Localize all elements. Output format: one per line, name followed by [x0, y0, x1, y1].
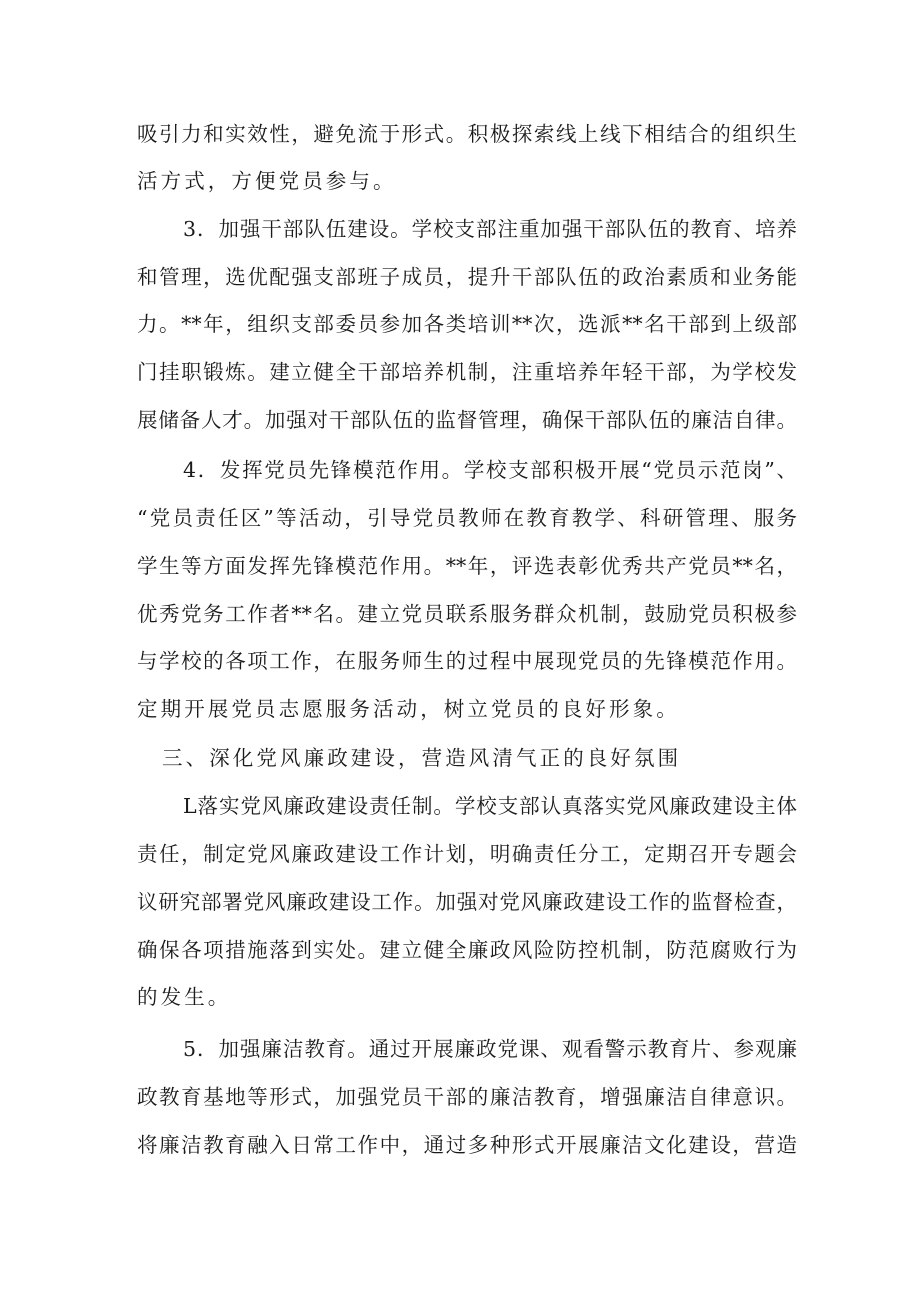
section-heading: 三、深化党风廉政建设，营造风清气正的良好氛围	[162, 746, 682, 770]
paragraph-line: 4．发挥党员先锋模范作用。学校支部积极开展“党员示范岗”、	[183, 458, 797, 482]
paragraph-line: 和管理，选优配强支部班子成员，提升干部队伍的政治素质和业务能	[137, 265, 797, 289]
paragraph-line: 吸引力和实效性，避免流于形式。积极探索线上线下相结合的组织生	[137, 122, 797, 146]
paragraph-line: 学生等方面发挥先锋模范作用。**年，评选表彰优秀共产党员**名，	[137, 554, 797, 578]
paragraph-line: 力。**年，组织支部委员参加各类培训**次，选派**名干部到上级部	[137, 312, 797, 336]
paragraph-line: 将廉洁教育融入日常工作中，通过多种形式开展廉洁文化建设，营造	[137, 1133, 797, 1157]
paragraph-line: 活方式，方便党员参与。	[137, 169, 397, 193]
paragraph-line: 政教育基地等形式，加强党员干部的廉洁教育，增强廉洁自律意识。	[137, 1085, 797, 1109]
paragraph-line: 确保各项措施落到实处。建立健全廉政风险防控机制，防范腐败行为	[137, 938, 797, 962]
paragraph-line: 5．加强廉洁教育。通过开展廉政党课、观看警示教育片、参观廉	[183, 1037, 797, 1061]
paragraph-line: “党员责任区”等活动，引导党员教师在教育教学、科研管理、服务	[137, 506, 797, 530]
paragraph-line: 议研究部署党风廉政建设工作。加强对党风廉政建设工作的监督检查，	[137, 890, 797, 914]
paragraph-line: 定期开展党员志愿服务活动，树立党员的良好形象。	[137, 697, 680, 721]
paragraph-line: L落实党风廉政建设责任制。学校支部认真落实党风廉政建设主体	[183, 794, 797, 818]
paragraph-line: 展储备人才。加强对干部队伍的监督管理，确保干部队伍的廉洁自律。	[137, 408, 797, 432]
paragraph-line: 门挂职锻炼。建立健全干部培养机制，注重培养年轻干部，为学校发	[137, 360, 797, 384]
paragraph-line: 3．加强干部队伍建设。学校支部注重加强干部队伍的教育、培养	[183, 217, 797, 241]
paragraph-line: 的发生。	[137, 985, 232, 1009]
paragraph-line: 责任，制定党风廉政建设工作计划，明确责任分工，定期召开专题会	[137, 842, 797, 866]
paragraph-line: 优秀党务工作者**名。建立党员联系服务群众机制，鼓励党员积极参	[137, 602, 797, 626]
paragraph-line: 与学校的各项工作，在服务师生的过程中展现党员的先锋模范作用。	[137, 649, 797, 673]
